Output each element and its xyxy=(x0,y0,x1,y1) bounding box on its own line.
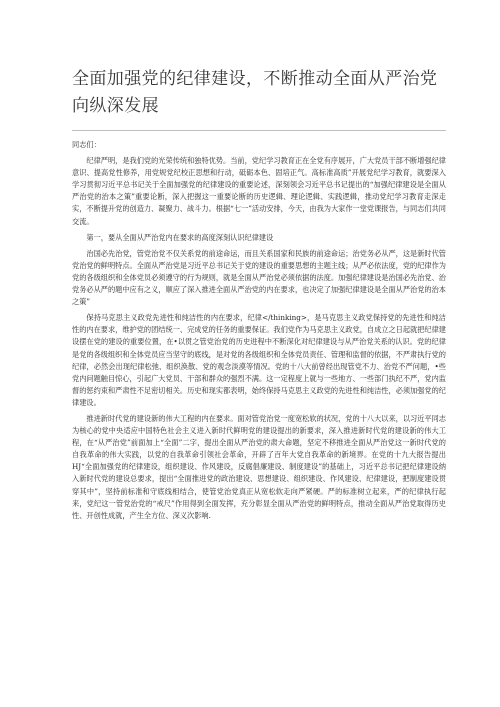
document-body xyxy=(72,139,446,522)
paragraph-intro: 纪律严明，是我们党的光荣传统和独特优势。当前，党纪学习教育正在全党有序展开，广大党员干部不断增强纪律意识、提高党性修养，用党规党纪校正思想和行动，砥砺本色、固培正气。高标准高质”开展党纪学习教育，就要深入学习贯彻习近平总书记关于全面加强党的纪律建设的重要论述，深刻领会习近平总书记提出的“加强纪律建设是全面从严治党的治本之策”重要论断，深入把握这一重要论断的历史逻辑、理论逻辑、实践逻辑，推动党纪学习教育走深走实，不断提升党的创造力、凝聚力、战斗力。根据“七一”活动安排，今天，由我为大家作一堂党课报告，与同志们共同交流。 xyxy=(72,156,446,226)
paragraph: 治国必先治党，管党治党不仅关系党的前途命运，而且关系国家和民族的前途命运；治党务必从严，这是新时代管党治党的鲜明特点。全面从严治党是习近平总书记关于党的建设的重要思想的主题主线；从严必依法度，党的纪律作为党的各级组织和全体党员必须遵守的行为规则，就是全面从严治党必须依据的法度。加强纪律建设是治国必先治党、治党务必从严的题中应有之义，顺应了深入推进全面从严治党的内在要求，也决定了加强纪律建设是全面从严治党的治本之策” xyxy=(72,248,446,307)
title-divider xyxy=(72,130,446,131)
document-title: 全面加强党的纪律建设，不断推动全面从严治党向纵深发展 xyxy=(72,69,438,116)
paragraph: 保持马克思主义政党先进性和纯洁性的内在要求，纪律</thinking>，是马克思主义政党保持党的先进性和纯洁性的内在要求，维护党的团结统一、完成党的任务的重要保证。我们党作为马克思主义政党，自成立之日起就把纪律建设摆在党的建设的重要位置，在•以贯之管党治党的历史进程中不断深化对纪律建设与从严治党关系的认识。党的纪律是党的各级组织和全体党员应当坚守的底线，是对党的各级组织和全体党员责任、管理和监督的依据，不严肃执行党的纪律，必然会出现纪律松弛、组织涣散、党的观念淡漠等情况。党的十八大前曾经出现管党不力、治党不严问题，•些党内问题触目惊心，引起广大党员、干部和群众的强烈不满。这一定程度上就与一些地方、一些部门执纪不严，党内监督的惩约束和严肃性不足密切相关。历史和现实都表明，始终保持马克思主义政党的先进性和纯洁性，必须加强党的纪律建设。 xyxy=(72,313,446,407)
paragraph: 推进新时代党的建设新的伟大工程的内在要求。面对管党治党一度宽松软的状况，党的十八大以来，以习近平同志为核心的党中央适应中国特色社会主义进入新时代鲜明党的建设提出的新要求，深入推进新时代党的建设新的伟大工程，在“从严治党”前面加上“全面”二字，提出全面从严治党的肃大命题，坚定不移推进全面从严治党这一新时代党的自我革命的伟大实践，以党的自我革命引领社会革命，开辟了百年大党自我革命的新境界。在党的十九大报告提出HJ“全面加强党的纪律建设，组织建设、作风建设，反腐倡廉建设、制度建设”的基础上，习近平总书记把纪律建设纳入新时代党的建设总要求，提出“全面推进党的政治建设、思想建设、组织建设、作风建设、纪律建设，把制度建设贯穿其中”，坚持前标准和守底线相结合，使管党治党真正从宽松软走向严紧硬。严的标准树立起来，严的纪律执行起来，党纪这一管党治党的“戒尺”作用得到全面发挥，充分彰显全面从严治党的鲜明特点，推动全面从严治党取得历史性、开创性成就，产生全方位、深义次影响. xyxy=(72,413,446,520)
section-heading: 第一，要从全面从严治党内在要求的高度深刻认识纪律建设 xyxy=(86,232,274,242)
salutation: 同志们： xyxy=(72,140,101,149)
